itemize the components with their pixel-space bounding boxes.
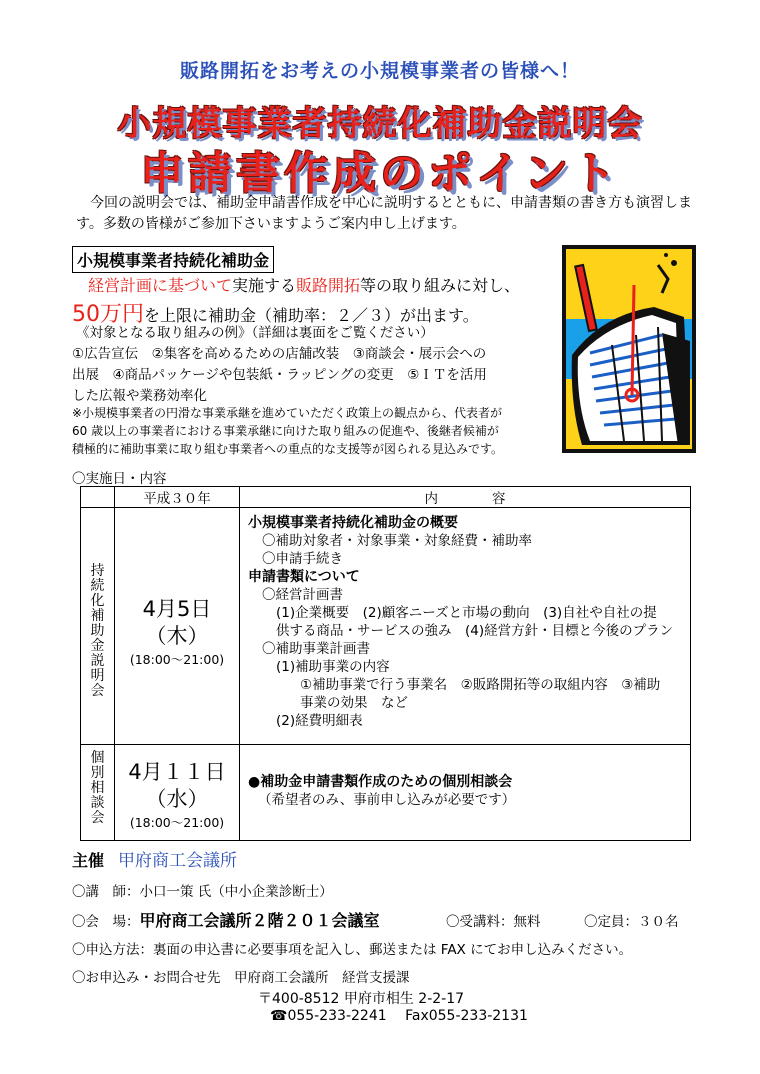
phone-fax-line <box>270 1008 528 1024</box>
contact-line: 〇お申込み・お問合せ先 甲府商工会議所 経営支援課 <box>72 970 410 986</box>
table-row <box>81 745 691 841</box>
market-expansion-text: 販路開拓 <box>296 276 361 295</box>
line1-end-text: 等の取り組みに対し、 <box>360 276 521 295</box>
subsidy-rate-text: を上限に補助金（補助率：２／３）が出ます。 <box>144 306 479 325</box>
table-header-blank <box>81 487 115 508</box>
content-line: 〇経営計画書 <box>262 587 343 603</box>
row1-content <box>240 508 691 745</box>
content-line: 申請書類について <box>248 569 360 585</box>
examples-line-2: 出展 ④商品パッケージや包装紙・ラッピングの変更 ⑤ＩＴを活用 <box>72 367 487 383</box>
subsidy-box-label: 小規模事業者持続化補助金 <box>72 246 274 273</box>
host-line <box>72 846 237 871</box>
phone-number: 055-233-2241 <box>287 1008 387 1024</box>
building-illustration-icon <box>562 245 696 453</box>
row2-content <box>240 745 691 841</box>
phone-icon: ☎ <box>270 1008 288 1024</box>
content-line: 事業の効果 など <box>300 695 408 711</box>
venue-line <box>72 908 380 931</box>
host-label: 主催 <box>72 851 105 870</box>
row1-side-label: 持 続 化 補 助 金 説 明 会 <box>81 508 115 745</box>
subsidy-amount: 50万円 <box>72 302 144 327</box>
content-line: ●補助金申請書類作成のための個別相談会 <box>248 774 513 790</box>
row2-date: 4月１１日 <box>128 760 226 784</box>
venue-label: 〇会 場： <box>72 914 140 930</box>
schedule-heading: 〇実施日・内容 <box>72 471 167 487</box>
examples-line-3: した広報や業務効率化 <box>72 388 207 404</box>
row2-side-label: 個 別 相 談 会 <box>81 745 115 841</box>
apply-method-line: 〇申込方法：裏面の申込書に必要事項を記入し、郵送または FAX にてお申し込みください。 <box>72 942 633 958</box>
content-line: 〇補助事業計画書 <box>262 641 370 657</box>
tagline: 販路開拓をお考えの小規模事業者の皆様へ！ <box>179 60 580 82</box>
content-line: (1)企業概要 (2)顧客ニーズと市場の動向 (3)自社や自社の提 <box>276 605 657 621</box>
line1-mid-text: 実施する <box>232 276 297 295</box>
content-line: (1)補助事業の内容 <box>276 659 390 675</box>
row1-date-cell <box>115 508 240 745</box>
row1-date: 4月5日 <box>142 597 212 621</box>
row2-date-cell <box>115 745 240 841</box>
content-line: （希望者のみ、事前申し込みが必要です） <box>258 792 516 808</box>
note-line-1: ※小規模事業者の円滑な事業承継を進めていただく政策上の観点から、代表者が <box>72 406 503 420</box>
fee-text: 〇受講料：無料 <box>446 914 541 930</box>
postal-address: 〒400-8512 甲府市相生 2-2-17 <box>258 991 465 1007</box>
title-line-1: 小規模事業者持続化補助金説明会 <box>117 104 643 144</box>
row1-time: (18:00～21:00) <box>129 652 225 667</box>
intro-paragraph: 今回の説明会では、補助金申請書作成を中心に説明するとともに、申請書類の書き方も演習します。多数の皆様がご参加下さいますようご案内申し上げます。 <box>76 195 692 232</box>
title-line-2: 申請書作成のポイント <box>140 148 620 199</box>
row1-weekday: （木） <box>145 624 209 648</box>
table-header-year: 平成３０年 <box>115 487 240 508</box>
table-row <box>81 508 691 745</box>
content-line: ①補助事業で行う事業名 ②販路開拓等の取組内容 ③補助 <box>300 677 661 693</box>
examples-line-1: ①広告宣伝 ②集客を高めるための店舗改装 ③商談会・展示会への <box>72 346 487 362</box>
host-name: 甲府商工会議所 <box>118 851 238 871</box>
examples-heading: 《対象となる取り組みの例》（詳細は裏面をご覧ください） <box>76 325 434 341</box>
content-line: 供する商品・サービスの強み (4)経営方針・目標と今後のプラン <box>276 623 674 639</box>
lecturer-line: 〇講 師：小口一策 氏（中小企業診断士） <box>72 884 333 900</box>
row2-time: (18:00～21:00) <box>129 815 225 830</box>
plan-based-text: 経営計画に基づいて <box>88 276 233 295</box>
content-line: 小規模事業者持続化補助金の概要 <box>248 515 458 531</box>
content-line: 〇補助対象者・対象事業・対象経費・補助率 <box>262 533 532 549</box>
table-header-content: 内 容 <box>240 487 691 508</box>
row2-weekday: （水） <box>145 787 209 811</box>
venue-name: 甲府商工会議所２階２０１会議室 <box>139 911 380 930</box>
subsidy-line-1 <box>88 273 520 296</box>
table-header-row <box>81 487 691 508</box>
capacity-text: 〇定員：３０名 <box>584 914 679 930</box>
note-line-3: 積極的に補助事業に取り組む事業者への重点的な支援等が図られる見込みです。 <box>72 442 504 456</box>
schedule-table <box>80 486 691 841</box>
content-line: 〇申請手続き <box>262 551 343 567</box>
content-line: (2)経費明細表 <box>276 713 363 729</box>
fax-number: Fax055-233-2131 <box>405 1008 528 1024</box>
note-line-2: 60 歳以上の事業者における事業承継に向けた取り組みの促進や、後継者候補が <box>72 424 499 438</box>
